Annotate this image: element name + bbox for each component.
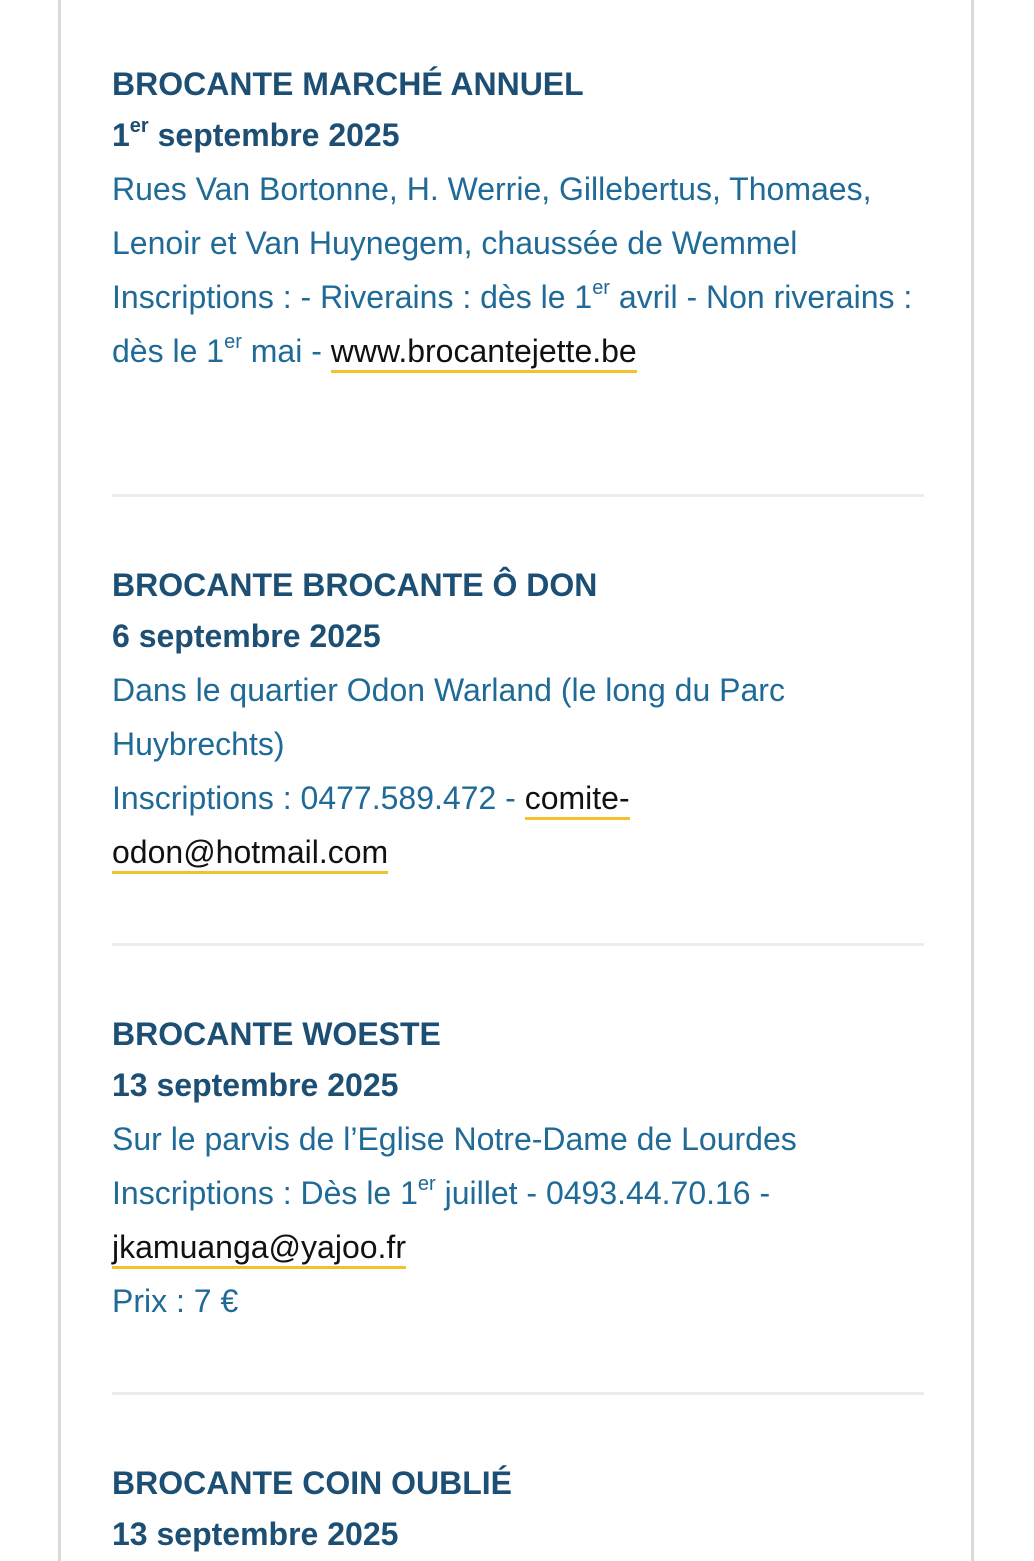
event-location: Dans le quartier Odon Warland (le long du Parc Huybrechts) bbox=[112, 672, 785, 762]
event-o-don bbox=[112, 559, 924, 903]
event-title: BROCANTE MARCHÉ ANNUEL bbox=[112, 66, 584, 102]
event-email-link[interactable]: comite-odon@hotmail.com bbox=[112, 780, 630, 874]
event-inscriptions: Inscriptions : - Riverains : dès le 1er avril - Non riverains : dès le 1er mai - www.brocantejette.be bbox=[112, 270, 924, 378]
event-title: BROCANTE WOESTE bbox=[112, 1016, 441, 1052]
event-date: 13 septembre 2025 bbox=[112, 1067, 399, 1103]
divider bbox=[112, 494, 924, 497]
event-title: BROCANTE COIN OUBLIÉ bbox=[112, 1465, 512, 1501]
event-date: 1er septembre 2025 bbox=[112, 115, 400, 153]
divider bbox=[112, 1392, 924, 1395]
event-woeste bbox=[112, 1008, 924, 1352]
divider bbox=[112, 943, 924, 946]
event-inscriptions: Inscriptions : 0477.589.472 - comite-odon@hotmail.com bbox=[112, 771, 712, 879]
event-date: 13 septembre 2025 bbox=[112, 1516, 399, 1552]
event-coin-oublie bbox=[112, 1457, 924, 1561]
event-date: 6 septembre 2025 bbox=[112, 618, 381, 654]
event-email-link[interactable]: jkamuanga@yajoo.fr bbox=[112, 1229, 406, 1269]
event-marche-annuel bbox=[112, 58, 924, 456]
event-website-link[interactable]: www.brocantejette.be bbox=[331, 333, 637, 373]
event-location: Sur le parvis de l’Eglise Notre-Dame de Lourdes bbox=[112, 1121, 797, 1157]
event-inscriptions: Inscriptions : Dès le 1er juillet - 0493.44.70.16 - jkamuanga@yajoo.fr bbox=[112, 1166, 872, 1274]
event-price: Prix : 7 € bbox=[112, 1283, 239, 1319]
events-list bbox=[112, 58, 924, 1561]
event-title: BROCANTE BROCANTE Ô DON bbox=[112, 567, 598, 603]
event-location: Rues Van Bortonne, H. Werrie, Gillebertus, Thomaes, Lenoir et Van Huynegem, chaussée de Wemmel bbox=[112, 171, 872, 261]
